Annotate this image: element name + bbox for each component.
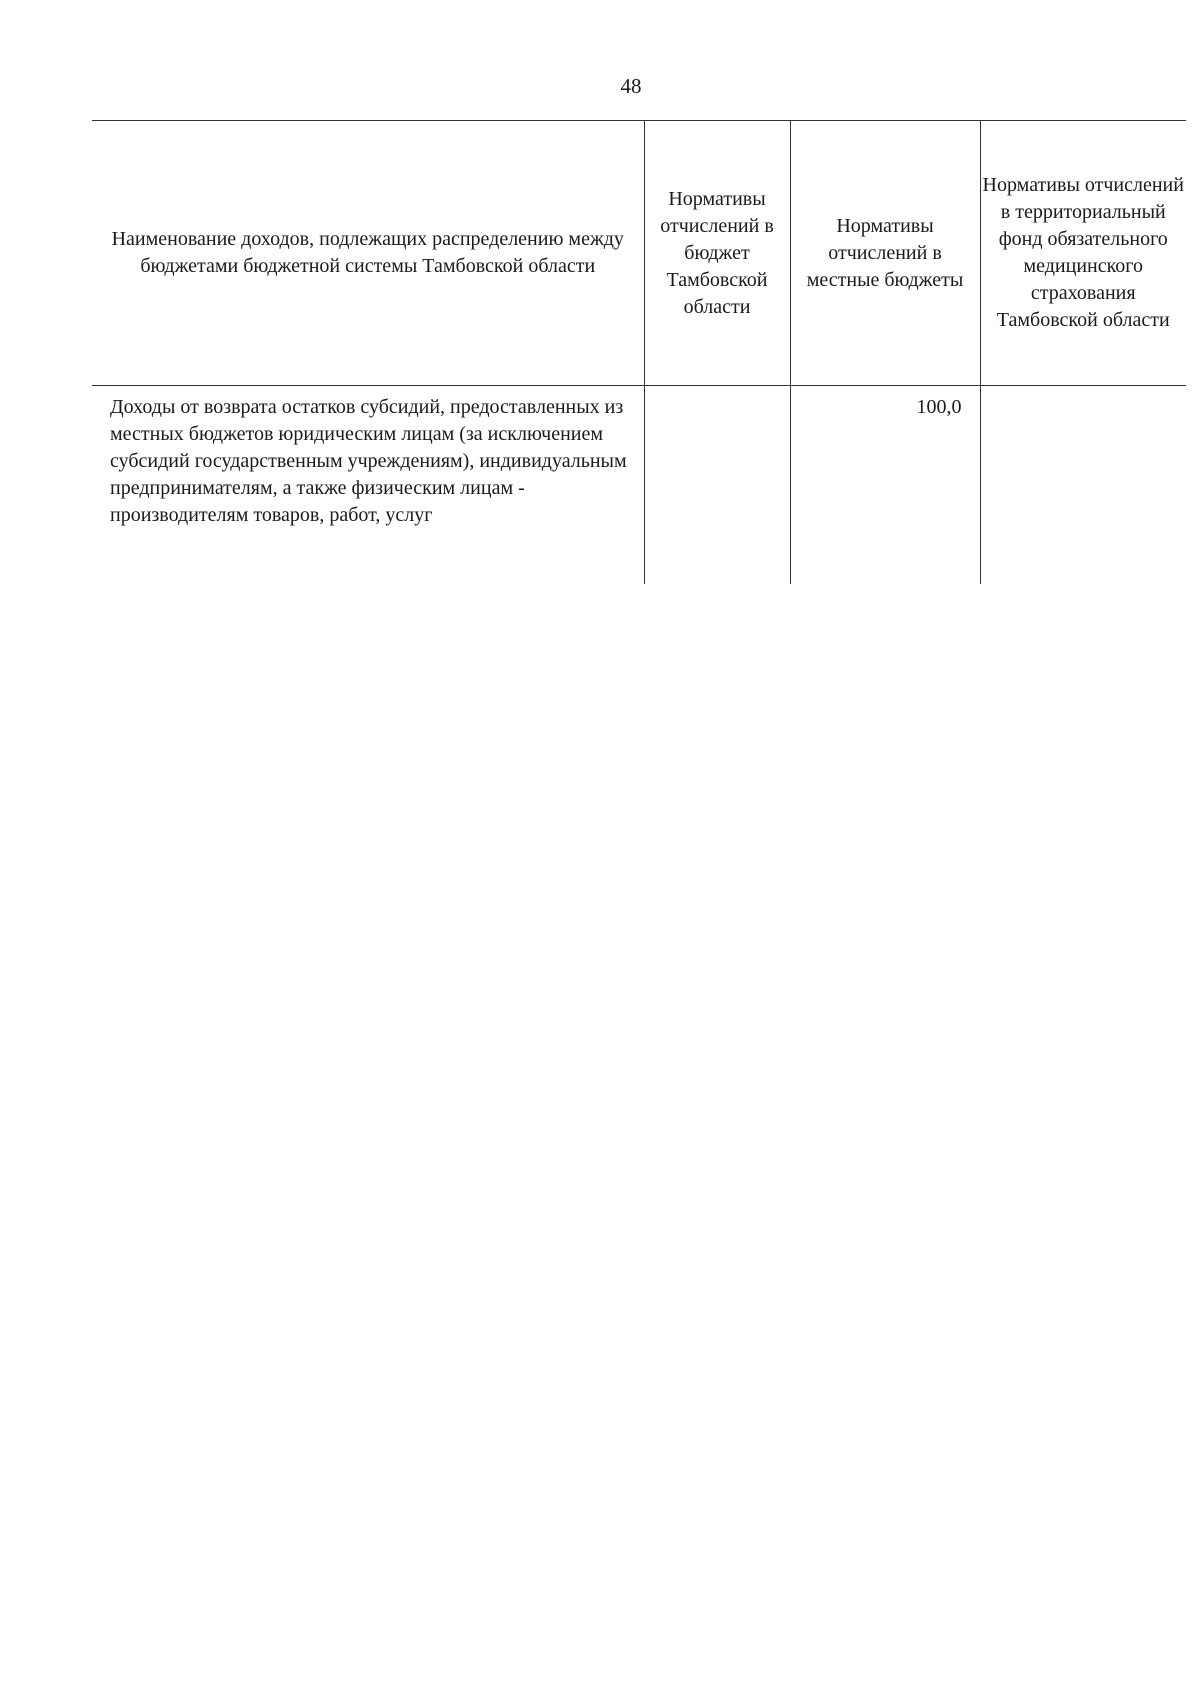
table-row [92,386,1186,585]
header-local-budgets: Нормативы отчислений в местные бюджеты [790,121,980,386]
header-income-name: Наименование доходов, подлежащих распределению между бюджетами бюджетной системы Тамбовской области [92,121,644,386]
table-header-row [92,121,1186,386]
budget-distribution-table [92,120,1186,584]
page-number: 48 [620,74,642,98]
cell-local-budgets: 100,0 [790,386,980,585]
cell-oms-fund [980,386,1186,585]
cell-regional-budget [644,386,790,585]
header-regional-budget: Нормативы отчислений в бюджет Тамбовской области [644,121,790,386]
cell-income-name: Доходы от возврата остатков субсидий, предоставленных из местных бюджетов юридическим лицам (за исключением субсидий государственным учреждениям), индивидуальным предпринимателям, а также физическим лицам - производителям товаров, работ, услуг [110,396,627,526]
header-oms-fund: Нормативы отчислений в территориальный фонд обязательного медицинского страхования Тамбовской области [980,121,1186,386]
